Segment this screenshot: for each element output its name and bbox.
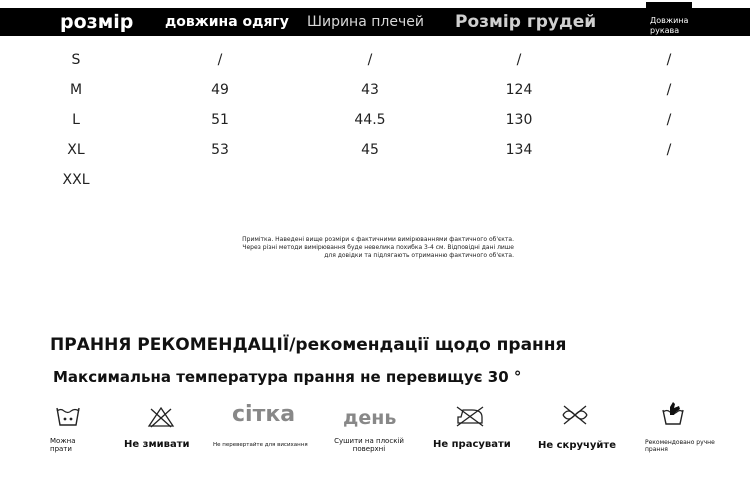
header-chest: Розмір грудей [455,12,597,32]
header-shoulder: Ширина плечей [307,14,424,30]
cell-length: 53 [211,142,229,158]
hand-wash-icon [660,400,686,426]
header-sleeve: Довжина рукава [650,16,689,35]
measurement-note [150,236,514,260]
cell-size: S [71,52,81,68]
cell-length: / [217,52,223,68]
cell-size: M [69,82,83,98]
cell-sleeve: / [666,52,672,68]
cell-chest: 124 [505,82,533,98]
cell-shoulder: 44.5 [354,112,386,128]
cell-chest: 130 [505,112,533,128]
size-table-header [0,8,750,36]
cell-shoulder: 43 [361,82,379,98]
cell-length: 49 [211,82,229,98]
cell-size: L [72,112,80,128]
no-bleach-label: Не змивати [124,439,190,450]
table-row [0,52,750,72]
header-length: довжина одягу [165,14,289,30]
note-line: для довідки та підлягають отриманню фактичного об'єкта. [324,252,514,259]
no-iron-icon [455,405,485,427]
table-row [0,142,750,162]
header-size: розмір [60,11,134,33]
no-wring-label: Не скручуйте [538,440,616,451]
cell-chest: 134 [505,142,533,158]
no-bleach-icon [147,406,175,428]
table-row [0,82,750,102]
cell-size: XXL [62,172,90,188]
hand-wash-label: Рекомендовано ручне прання [645,439,715,453]
table-row [0,112,750,132]
cell-sleeve: / [666,82,672,98]
washing-title: ПРАННЯ РЕКОМЕНДАЦІЇ/рекомендації щодо прання [50,335,567,355]
net-word: сітка [232,402,296,427]
day-word: день [343,407,397,429]
no-tumble-label: Не перевертайте для висихання [213,442,308,448]
no-wring-icon [560,404,590,426]
cell-shoulder: 45 [361,142,379,158]
dry-flat-label: Сушити на плоскій поверхні [334,437,404,453]
note-line: Через різні методи вимірювання буде невелика похибка 3-4 см. Відповідні дані лише [242,244,514,251]
washing-subtitle: Максимальна температура прання не перевищує 30 ° [53,368,522,386]
header-tab-decoration [646,2,692,8]
washable-icon [55,404,81,428]
no-iron-label: Не прасувати [433,439,511,450]
cell-sleeve: / [666,112,672,128]
table-row [0,172,750,192]
washable-label: Можна прати [50,437,76,453]
cell-size: XL [67,142,85,158]
note-line: Примітка. Наведені вище розміри є фактичними вимірюваннями фактичного об'єкта. [242,236,514,243]
cell-length: 51 [211,112,229,128]
cell-chest: / [516,52,522,68]
cell-shoulder: / [367,52,373,68]
cell-sleeve: / [666,142,672,158]
